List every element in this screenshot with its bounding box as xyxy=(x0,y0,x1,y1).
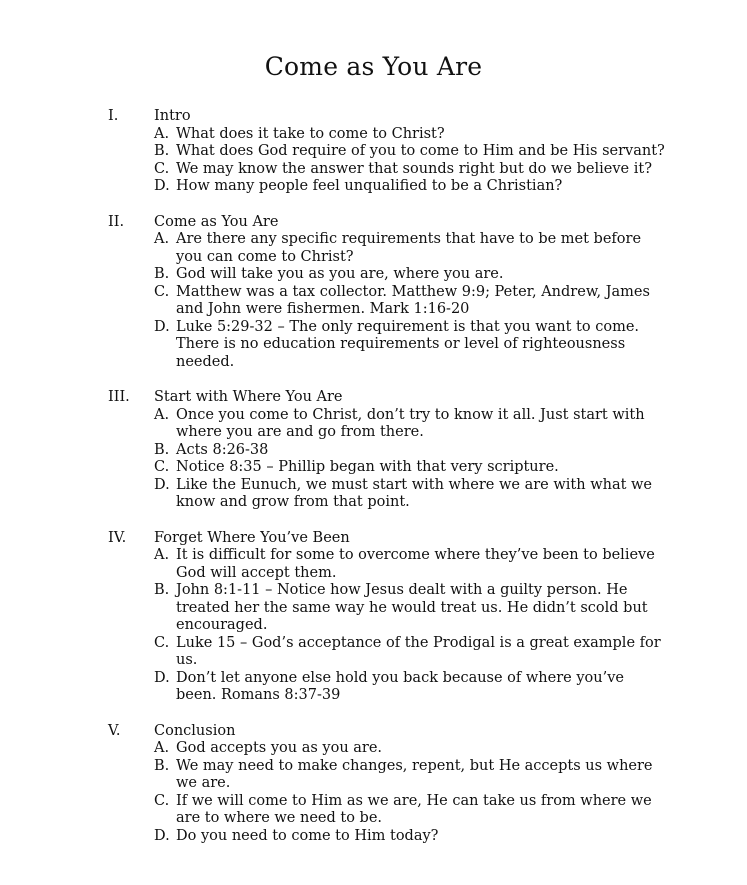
section-items xyxy=(0,231,747,371)
list-item xyxy=(0,740,747,758)
outline xyxy=(0,108,747,845)
list-item xyxy=(0,758,747,793)
item-letter: C. xyxy=(154,160,170,177)
section-numeral: II. xyxy=(108,213,125,230)
list-item xyxy=(0,126,747,144)
list-item xyxy=(0,793,747,828)
section-heading xyxy=(0,723,747,741)
item-letter: D. xyxy=(154,318,170,335)
item-text: Don’t let anyone else hold you back because of where you’ve been. Romans 8:37-39 xyxy=(176,669,624,703)
item-letter: D. xyxy=(154,827,170,844)
section-heading xyxy=(0,214,747,232)
section-items xyxy=(0,407,747,512)
item-text: Luke 15 – God’s acceptance of the Prodigal is a great example for us. xyxy=(176,634,661,668)
list-item xyxy=(0,266,747,284)
list-item xyxy=(0,459,747,477)
item-letter: B. xyxy=(154,441,170,458)
item-letter: D. xyxy=(154,476,170,493)
list-item xyxy=(0,442,747,460)
item-text: What does it take to come to Christ? xyxy=(176,125,445,142)
item-text: Once you come to Christ, don’t try to know it all. Just start with where you are and go from there. xyxy=(176,406,645,440)
item-letter: A. xyxy=(154,547,170,563)
section-items xyxy=(0,547,747,705)
list-item xyxy=(0,670,747,705)
page-title: Come as You Are xyxy=(264,52,483,81)
item-text: Luke 5:29-32 – The only requirement is that you want to come. There is no education requirements or level of righteousness needed. xyxy=(176,318,640,370)
item-letter: D. xyxy=(154,178,170,194)
section-heading-text: Conclusion xyxy=(154,722,236,739)
section-items xyxy=(0,126,747,196)
item-letter: B. xyxy=(154,757,170,774)
outline-section xyxy=(0,389,747,512)
section-numeral: IV. xyxy=(108,529,127,546)
outline-section xyxy=(0,723,747,846)
item-letter: C. xyxy=(154,792,170,809)
item-text: Acts 8:26-38 xyxy=(176,441,269,458)
section-numeral: III. xyxy=(108,389,130,405)
section-heading xyxy=(0,108,747,126)
outline-section xyxy=(0,214,747,372)
item-text: We may need to make changes, repent, but He accepts us where we are. xyxy=(176,757,653,791)
list-item xyxy=(0,477,747,512)
item-letter: C. xyxy=(154,283,170,300)
item-text: We may know the answer that sounds right but do we believe it? xyxy=(176,160,652,177)
item-letter: B. xyxy=(154,582,170,598)
section-heading-text: Come as You Are xyxy=(154,213,279,230)
item-letter: B. xyxy=(154,143,170,159)
section-heading xyxy=(0,530,747,548)
item-text: If we will come to Him as we are, He can take us from where we are to where we need to be. xyxy=(176,792,652,826)
section-heading-text: Intro xyxy=(154,108,191,124)
section-heading-text: Start with Where You Are xyxy=(154,389,343,405)
item-text: Like the Eunuch, we must start with where we are with what we know and grow from that point. xyxy=(176,476,653,510)
item-letter: A. xyxy=(154,406,170,423)
list-item xyxy=(0,143,747,161)
item-text: How many people feel unqualified to be a Christian? xyxy=(176,178,563,194)
list-item xyxy=(0,547,747,582)
item-letter: C. xyxy=(154,459,170,475)
outline-section xyxy=(0,530,747,705)
list-item xyxy=(0,407,747,442)
item-letter: A. xyxy=(154,231,170,247)
list-item xyxy=(0,828,747,846)
item-text: Matthew was a tax collector. Matthew 9:9; Peter, Andrew, James and John were fishermen. Mark 1:16-20 xyxy=(176,283,650,317)
item-text: It is difficult for some to overcome where they’ve been to believe God will accept them. xyxy=(176,547,655,581)
list-item xyxy=(0,284,747,319)
item-letter: B. xyxy=(154,266,170,282)
item-letter: A. xyxy=(154,740,170,756)
item-letter: D. xyxy=(154,669,170,686)
item-text: God will take you as you are, where you are. xyxy=(176,266,504,282)
list-item xyxy=(0,319,747,372)
list-item xyxy=(0,231,747,266)
list-item xyxy=(0,178,747,196)
list-item xyxy=(0,582,747,635)
list-item xyxy=(0,161,747,179)
section-items xyxy=(0,740,747,845)
item-text: Do you need to come to Him today? xyxy=(176,827,439,844)
item-text: Are there any specific requirements that have to be met before you can come to Christ? xyxy=(176,231,642,265)
item-text: God accepts you as you are. xyxy=(176,740,383,756)
section-numeral: I. xyxy=(108,108,119,124)
item-text: Notice 8:35 – Phillip began with that very scripture. xyxy=(176,459,559,475)
item-text: John 8:1-11 – Notice how Jesus dealt with a guilty person. He treated her the same way he would treat us. He didn’t scold but encouraged. xyxy=(176,582,648,633)
section-heading-text: Forget Where You’ve Been xyxy=(154,529,350,546)
section-heading xyxy=(0,389,747,407)
item-text: What does God require of you to come to Him and be His servant? xyxy=(176,143,665,159)
item-letter: C. xyxy=(154,634,170,651)
item-letter: A. xyxy=(154,125,170,142)
list-item xyxy=(0,635,747,670)
section-numeral: V. xyxy=(108,722,121,739)
outline-section xyxy=(0,108,747,196)
